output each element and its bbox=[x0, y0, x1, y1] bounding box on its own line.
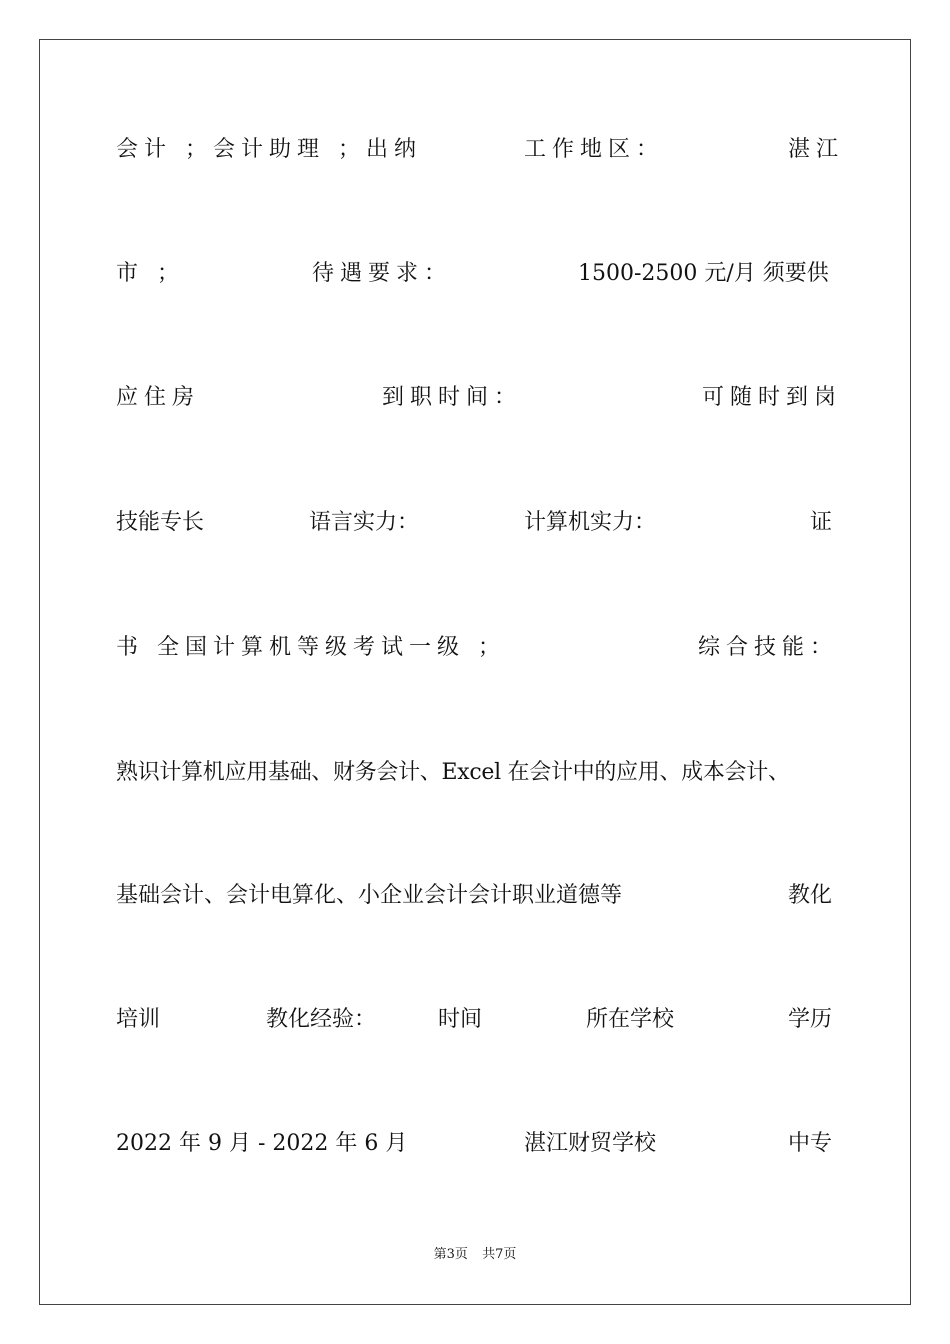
text-segment: 时间 bbox=[438, 1007, 483, 1032]
text-segment: 应住房 bbox=[116, 385, 201, 410]
page-footer bbox=[0, 1246, 950, 1264]
text-line-6 bbox=[116, 757, 876, 789]
text-segment: 1500-2500 元/月 须要供 bbox=[578, 261, 829, 286]
text-line-8 bbox=[116, 1004, 856, 1036]
text-segment: 基础会计、会计电算化、小企业会计会计职业道德等 bbox=[116, 883, 623, 908]
text-segment: 计算机实力： bbox=[524, 510, 657, 535]
text-segment: 可随时到岗 bbox=[702, 385, 843, 410]
text-segment: 待遇要求： bbox=[312, 261, 453, 286]
text-line-2 bbox=[116, 258, 856, 290]
text-segment: 学历 bbox=[788, 1007, 833, 1032]
text-line-3 bbox=[116, 382, 856, 414]
text-segment: 湛江 bbox=[788, 137, 845, 162]
text-segment: 熟识计算机应用基础、财务会计、Excel 在会计中的应用、成本会计、 bbox=[116, 760, 790, 785]
text-segment: 语言实力： bbox=[309, 510, 420, 535]
text-segment: 湛江财贸学校 bbox=[524, 1131, 657, 1156]
text-segment: 到职时间： bbox=[382, 385, 523, 410]
page-border bbox=[39, 39, 911, 1305]
text-line-5 bbox=[116, 632, 856, 664]
text-segment: 书 全国计算机等级考试一级 ； bbox=[116, 635, 506, 660]
text-segment: 所在学校 bbox=[586, 1007, 675, 1032]
text-segment: 工作地区： bbox=[524, 137, 665, 162]
text-line-9 bbox=[116, 1128, 856, 1160]
page-number: 第3页 bbox=[433, 1247, 468, 1262]
text-segment: 技能专长 bbox=[116, 510, 205, 535]
text-segment: 综合技能： bbox=[698, 635, 839, 660]
text-segment: 会计 ；会计助理 ；出纳 bbox=[116, 137, 422, 162]
text-segment: 市 ； bbox=[116, 261, 185, 286]
text-segment: 中专 bbox=[788, 1131, 833, 1156]
page-total: 共7页 bbox=[482, 1247, 517, 1262]
text-line-1 bbox=[116, 134, 856, 166]
text-segment: 教化 bbox=[788, 883, 833, 908]
text-line-7 bbox=[116, 880, 856, 912]
text-segment: 教化经验： bbox=[266, 1007, 377, 1032]
text-segment: 培训 bbox=[116, 1007, 161, 1032]
text-line-4 bbox=[116, 507, 856, 539]
text-segment: 2022 年 9 月 - 2022 年 6 月 bbox=[116, 1131, 408, 1156]
text-segment: 证 bbox=[810, 510, 833, 535]
